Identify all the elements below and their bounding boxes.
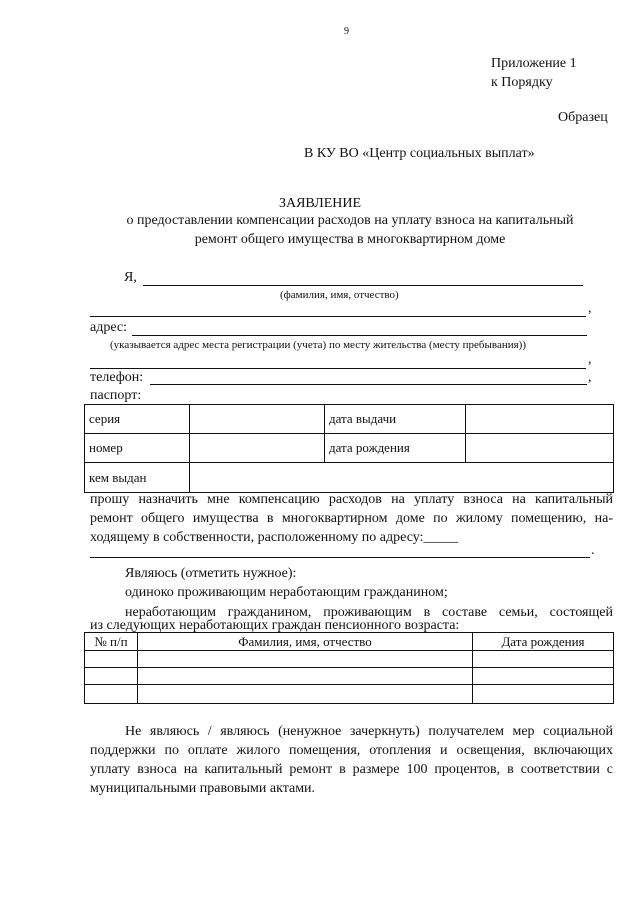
name-comma: , bbox=[588, 301, 592, 316]
row-birth-cell[interactable] bbox=[473, 651, 614, 668]
status-option-2-line-2: из следующих неработающих граждан пенсионного возраста: bbox=[90, 618, 460, 633]
row-num-cell[interactable] bbox=[85, 651, 138, 668]
phone-label: телефон: bbox=[90, 370, 144, 385]
passport-table bbox=[84, 404, 614, 493]
passport-row-2 bbox=[85, 434, 614, 463]
series-value[interactable] bbox=[190, 405, 325, 434]
birth-date-label: дата рождения bbox=[325, 434, 466, 463]
birth-date-value[interactable] bbox=[466, 434, 614, 463]
status-intro: Являюсь (отметить нужное): bbox=[125, 566, 297, 581]
address-field-line-2[interactable] bbox=[90, 368, 586, 369]
issue-date-value[interactable] bbox=[466, 405, 614, 434]
table-row bbox=[85, 651, 614, 668]
request-line-2: ремонт общего имущества в многоквартирном доме по жилому помещению, на- bbox=[90, 511, 613, 526]
addressee: В КУ ВО «Центр социальных выплат» bbox=[304, 146, 535, 161]
status-option-2-line-1: неработающим гражданином, проживающим в составе семьи, состоящей bbox=[125, 605, 613, 620]
address-comma: , bbox=[588, 352, 592, 367]
document-subtitle-line-2: ремонт общего имущества в многоквартирном доме bbox=[194, 232, 506, 247]
row-num-cell[interactable] bbox=[85, 668, 138, 685]
col-num-header: № п/п bbox=[85, 633, 138, 651]
address-field-line[interactable] bbox=[132, 335, 587, 336]
phone-field-line[interactable] bbox=[150, 384, 587, 385]
document-subtitle-line-1: о предоставлении компенсации расходов на уплату взноса на капитальный bbox=[126, 213, 574, 228]
row-name-cell[interactable] bbox=[138, 651, 473, 668]
row-birth-cell[interactable] bbox=[473, 685, 614, 704]
col-name-header: Фамилия, имя, отчество bbox=[138, 633, 473, 651]
address-label: адрес: bbox=[90, 320, 128, 335]
property-address-line[interactable] bbox=[90, 557, 590, 558]
request-line-3: ходящему в собственности, расположенному по адресу:_____ bbox=[90, 530, 459, 545]
table-row bbox=[85, 685, 614, 704]
row-name-cell[interactable] bbox=[138, 668, 473, 685]
issue-date-label: дата выдачи bbox=[325, 405, 466, 434]
statement-line-4: муниципальными правовыми актами. bbox=[90, 781, 316, 796]
number-value[interactable] bbox=[190, 434, 325, 463]
request-period: . bbox=[591, 543, 595, 558]
statement-line-2: поддержки по оплате жилого помещения, отопления и освещения, включающих bbox=[90, 743, 613, 758]
name-field-line[interactable] bbox=[143, 285, 583, 286]
address-field-hint: (указывается адрес места регистрации (учета) по месту жительства (месту пребывания)) bbox=[110, 339, 526, 351]
phone-comma: , bbox=[588, 370, 592, 385]
series-label: серия bbox=[85, 405, 190, 434]
request-line-1: прошу назначить мне компенсацию расходов на уплату взноса на капитальный bbox=[90, 492, 613, 507]
name-field-hint: (фамилия, имя, отчество) bbox=[280, 289, 399, 301]
number-label: номер bbox=[85, 434, 190, 463]
passport-label: паспорт: bbox=[90, 388, 142, 403]
col-birth-header: Дата рождения bbox=[473, 633, 614, 651]
appendix-line-2: к Порядку bbox=[491, 75, 553, 90]
i-label: Я, bbox=[124, 270, 137, 285]
statement-line-3: уплату взноса на капитальный ремонт в размере 100 процентов, в соответствии с bbox=[90, 762, 613, 777]
issued-by-label: кем выдан bbox=[85, 463, 190, 493]
name-field-line-2[interactable] bbox=[90, 316, 586, 317]
sample-label: Образец bbox=[558, 110, 608, 125]
table-row bbox=[85, 668, 614, 685]
statement-line-1: Не являюсь / являюсь (ненужное зачеркнуть) получателем мер социальной bbox=[125, 724, 613, 739]
issued-by-value[interactable] bbox=[190, 463, 614, 493]
passport-row-3 bbox=[85, 463, 614, 493]
row-name-cell[interactable] bbox=[138, 685, 473, 704]
row-birth-cell[interactable] bbox=[473, 668, 614, 685]
passport-row-1 bbox=[85, 405, 614, 434]
appendix-line-1: Приложение 1 bbox=[491, 56, 577, 71]
family-table-header bbox=[85, 633, 614, 651]
document-title: ЗАЯВЛЕНИЕ bbox=[278, 196, 362, 211]
family-table bbox=[84, 632, 614, 704]
page-number: 9 bbox=[344, 26, 349, 37]
status-option-1: одиноко проживающим неработающим гражданином; bbox=[125, 585, 448, 600]
row-num-cell[interactable] bbox=[85, 685, 138, 704]
